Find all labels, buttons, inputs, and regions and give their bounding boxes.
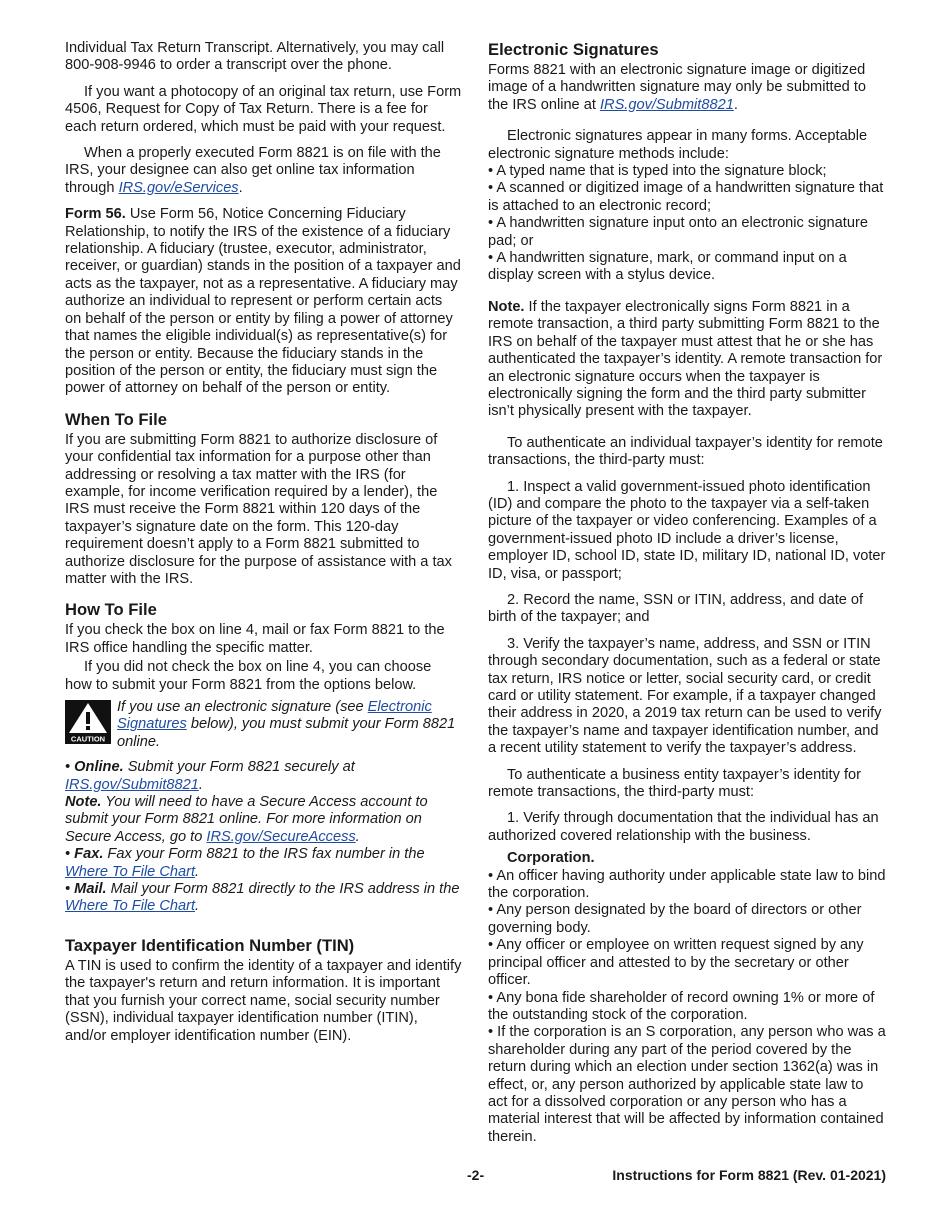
remote-transaction-note: Note. If the taxpayer electronically signs Form 8821 in a remote transaction, a third party submitting Form 8821 to the IRS on behalf of the taxpayer must attest that he or she has authenticated the taxpayer’s identity. A remote transaction for an electronic signature occurs when the taxpayer is electronically signing the form and the third party submitter isn’t physically present with the taxpayer. <box>488 298 883 420</box>
submit8821-right-link[interactable]: IRS.gov/Submit8821 <box>599 96 734 113</box>
fax-option: • Fax. Fax your Form 8821 to the IRS fax number in the Where To File Chart. <box>65 846 425 880</box>
caution-notice <box>65 699 462 751</box>
form56-paragraph: Form 56. Use Form 56, Notice Concerning Fiduciary Relationship, to notify the IRS of the existence of a fiduciary relationship. A fiduciary (trustee, executor, administrator, receiver, or guardian) stands in the position of a taxpayer and acts as the taxpayer, not as a representative. A fiduciary may authorize an individual to represent or perform certain acts on behalf of the person or entity by filing a power of attorney that names the eligible individual(s) as representative(s) for the person or entity. Because the fiduciary stands in the position of the person or entity, the fiduciary must sign the power of attorney on behalf of the person or entity. <box>65 206 461 397</box>
electronic-signatures-heading: Electronic Signatures <box>488 40 659 59</box>
how-to-file-paragraph-2: If you did not check the box on line 4, you can choose how to submit your Form 8821 from the options below. <box>65 659 432 693</box>
submit8821-link[interactable]: IRS.gov/Submit8821 <box>65 776 199 793</box>
right-column <box>488 40 886 1146</box>
form56-label: Form 56. <box>65 206 126 223</box>
when-to-file-heading: When To File <box>65 409 168 429</box>
auth-business-step: 1. Verify through documentation that the individual has an authorized covered relationship with the business. <box>488 810 879 844</box>
tin-paragraph: A TIN is used to confirm the identity of a taxpayer and identify the taxpayer's return and return information. It is important that you furnish your correct name, social security number (SSN), individual taxpayer identification number (ITIN), and/or employer identification number (EIN). <box>65 957 462 1044</box>
caution-icon-label: CAUTION <box>70 734 106 744</box>
corporation-bullet: • Any bona fide shareholder of record owning 1% or more of the outstanding stock of the corporation. <box>488 989 875 1023</box>
mail-where-to-file-link[interactable]: Where To File Chart <box>65 898 196 915</box>
photocopy-paragraph: If you want a photocopy of an original tax return, use Form 4506, Request for Copy of Tax Return. There is a fee for each return ordered, which must be paid with your request. <box>65 83 462 135</box>
esig-bullet: • A scanned or digitized image of a handwritten signature that is attached to an electronic record; <box>488 180 884 214</box>
auth-individual-step: 2. Record the name, SSN or ITIN, address, and date of birth of the taxpayer; and <box>488 591 864 626</box>
eservices-paragraph: When a properly executed Form 8821 is on file with the IRS, your designee can also get online tax information through IRS.gov/eServices. <box>65 145 441 196</box>
corporation-bullet: • If the corporation is an S corporation, any person who was a shareholder during any part of the period covered by the return during which an election under section 1362(a) was in effect, or, any person authorized by applicable state law to act for a dissolved corporation or any person who has a material interest that will be affected by information contained therein. <box>488 1024 886 1145</box>
when-to-file-paragraph: If you are submitting Form 8821 to authorize disclosure of your confidential tax information for a purpose other than addressing or resolving a tax matter with the IRS (for example, for income verification required by a lender), the IRS must receive the Form 8821 within 120 days of the taxpayer’s signature date on the form. This 120-day requirement doesn’t apply to a Form 8821 submitted to authorize disclosure for the purpose of assistance with a tax matter with the IRS. <box>65 431 452 587</box>
esig-bullet: • A handwritten signature input onto an electronic signature pad; or <box>488 215 868 249</box>
auth-business-intro: To authenticate a business entity taxpayer’s identity for remote transactions, the third-party must: <box>488 766 861 801</box>
tin-heading: Taxpayer Identification Number (TIN) <box>65 935 355 955</box>
esig-paragraph-1: Forms 8821 with an electronic signature image or digitized image of a handwritten signature may only be submitted to the IRS online at IRS.gov/Submit8821. <box>488 62 867 113</box>
auth-individual-step: 3. Verify the taxpayer’s name, address, and SSN or ITIN through secondary documentation, such as a federal or state tax return, IRS notice or letter, social security card, or credit card or utility statement. For example, if a taxpayer changed their address in 2020, a 2019 tax return can be used to verify the taxpayer’s name and taxpayer identification number, and a recent utility statement to verify the taxpayer’s address. <box>488 635 882 757</box>
left-column <box>65 40 462 1054</box>
corporation-bullet: • Any person designated by the board of directors or other governing body. <box>488 902 862 936</box>
online-option: • Online. Submit your Form 8821 securely at IRS.gov/Submit8821. <box>65 759 355 793</box>
transcript-paragraph: Individual Tax Return Transcript. Alternatively, you may call 800-908-9946 to order a transcript over the phone. <box>65 40 445 74</box>
how-to-file-heading: How To File <box>65 600 157 620</box>
corporation-heading: Corporation. <box>507 850 595 867</box>
page-footer <box>65 1167 886 1187</box>
footer-title: Instructions for Form 8821 (Rev. 01-2021) <box>612 1167 886 1183</box>
page-number: -2- <box>467 1167 485 1183</box>
fax-where-to-file-link[interactable]: Where To File Chart <box>65 863 196 880</box>
esig-bullet: • A typed name that is typed into the signature block; <box>488 163 827 180</box>
corporation-bullet: • An officer having authority under applicable state law to bind the corporation. <box>488 867 886 902</box>
caution-icon <box>65 700 111 744</box>
secure-access-note: Note. You will need to have a Secure Access account to submit your Form 8821 online. For more information on Secure Access, go to IRS.gov/SecureAccess. <box>65 794 428 845</box>
eservices-link[interactable]: IRS.gov/eServices <box>118 179 239 196</box>
esig-paragraph-2: Electronic signatures appear in many forms. Acceptable electronic signature methods include: <box>488 128 868 162</box>
auth-individual-step: 1. Inspect a valid government-issued photo identification (ID) and compare the photo to the taxpayer via a self-taken picture of the taxpayer or video conferencing. Examples of a government-issued photo ID include a driver’s license, employer ID, school ID, state ID, military ID, national ID, voter ID, visa, or passport; <box>488 478 886 582</box>
esig-bullet: • A handwritten signature, mark, or command input on a display screen with a stylus device. <box>488 250 847 284</box>
how-to-file-paragraph-1: If you check the box on line 4, mail or fax Form 8821 to the IRS office handling the specific matter. <box>65 622 445 656</box>
auth-individual-intro: To authenticate an individual taxpayer’s identity for remote transactions, the third-party must: <box>488 434 883 469</box>
corporation-bullet: • Any officer or employee on written request signed by any principal officer and attested to by the secretary or other officer. <box>488 937 864 989</box>
mail-option: • Mail. Mail your Form 8821 directly to the IRS address in the Where To File Chart. <box>65 881 460 915</box>
secure-access-link[interactable]: IRS.gov/SecureAccess <box>206 828 356 845</box>
electronic-signatures-link[interactable]: Electronic Signatures <box>117 699 432 733</box>
caution-text: If you use an electronic signature (see Electronic Signatures below), you must submit your Form 8821 online. <box>117 699 456 750</box>
